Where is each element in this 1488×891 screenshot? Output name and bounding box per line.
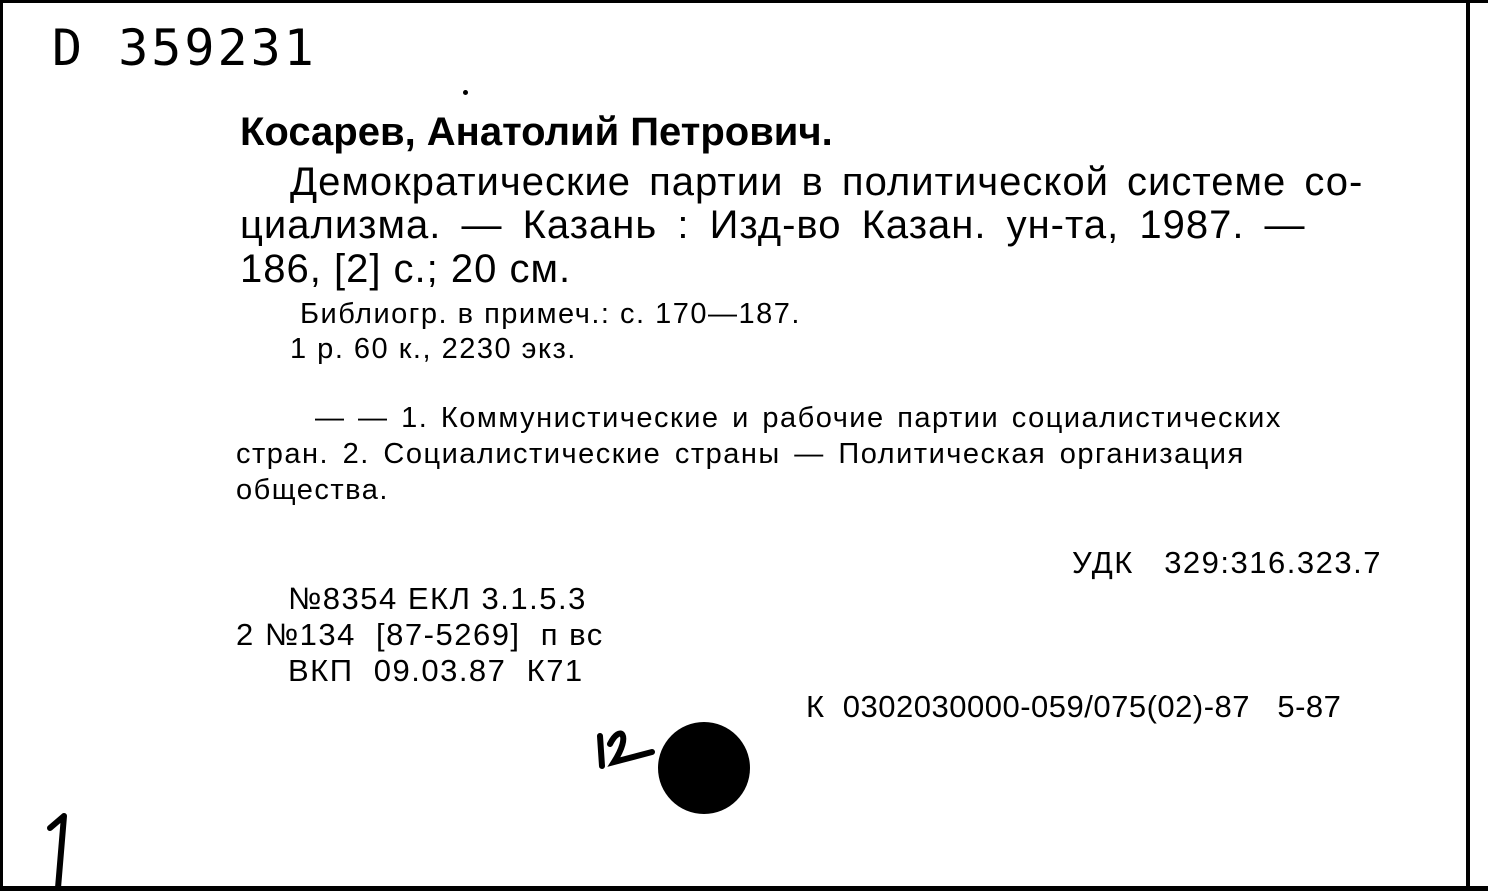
card-edge-left <box>0 0 3 891</box>
handwritten-two-mark <box>592 722 662 772</box>
catalog-code-2: 2 №134 [87-5269] п вс <box>236 617 604 652</box>
author-heading: Косарев, Анатолий Петрович. <box>240 110 833 154</box>
ink-blot <box>658 722 750 814</box>
inventory-number: D 359231 <box>52 19 317 77</box>
ink-dot <box>463 90 468 95</box>
catalog-code-1: №8354 ЕКЛ 3.1.5.3 <box>288 581 587 616</box>
price-note: 1 р. 60 к., 2230 экз. <box>290 333 577 365</box>
bibliography-note: Библиогр. в примеч.: с. 170—187. <box>300 298 801 330</box>
card-edge-top <box>0 0 1488 3</box>
subject-line-1: — — 1. Коммунистические и рабочие партии социалистических <box>315 402 1282 434</box>
subject-line-3: общества. <box>236 474 389 506</box>
title-line-2: циализма. — Казань : Изд-во Казан. ун-та, 1987. — <box>240 203 1306 247</box>
handwritten-one-mark <box>44 812 74 890</box>
udc-code: УДК 329:316.323.7 <box>1072 545 1382 580</box>
k-code: К 0302030000-059/075(02)-87 5-87 <box>806 689 1342 724</box>
catalog-code-3: ВКП 09.03.87 К71 <box>288 653 584 688</box>
card-edge-bottom <box>0 886 1488 891</box>
title-line-3: 186, [2] с.; 20 см. <box>240 247 572 291</box>
subject-line-2: стран. 2. Социалистические страны — Политическая организация <box>236 438 1245 470</box>
card-edge-right <box>1466 0 1470 891</box>
title-line-1: Демократические партии в политической системе со- <box>290 160 1364 204</box>
